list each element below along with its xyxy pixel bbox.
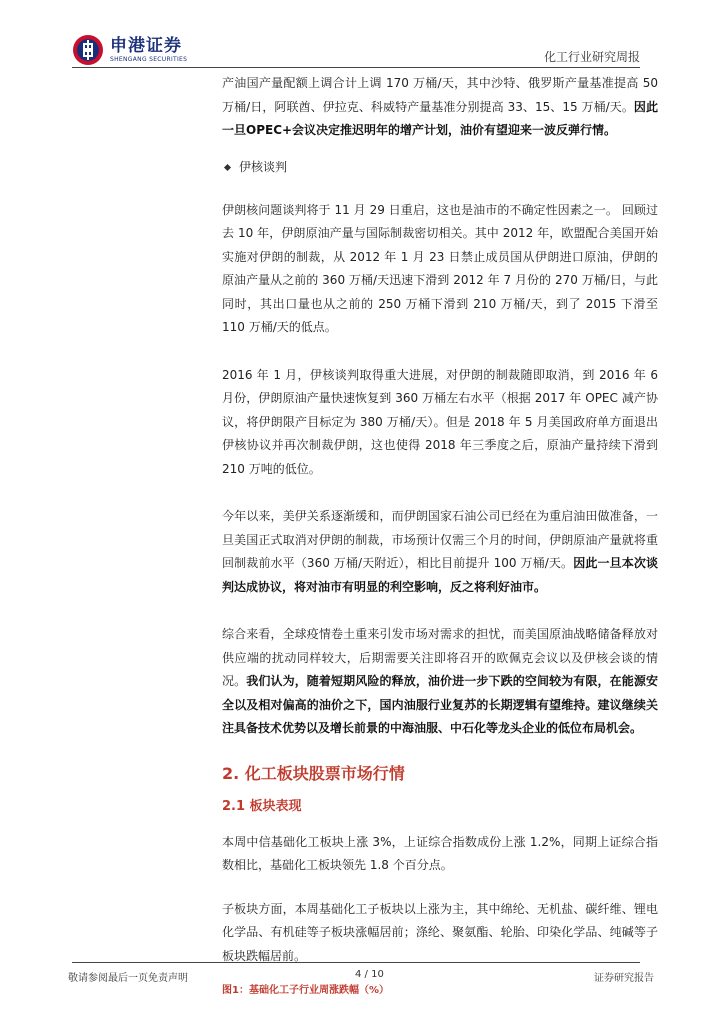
paragraph-opec-text: 产油国产量配额上调合计上调 170 万桶/天，其中沙特、俄罗斯产量基准提高 50 万桶/日，阿联酋、伊拉克、科威特产量基准分别提高 33、15、15 万桶/天。 bbox=[222, 76, 658, 114]
paragraph-sector-performance: 本周中信基础化工板块上涨 3%，上证综合指数成份上涨 1.2%，同期上证综合指数相比，基础化工板块领先 1.8 个百分点。 bbox=[222, 834, 658, 872]
logo-mark-icon bbox=[72, 34, 104, 66]
diamond-bullet-icon bbox=[224, 163, 231, 170]
logo-english-name: SHENGANG SECURITIES bbox=[110, 55, 188, 63]
paragraph-sub-sectors: 子板块方面，本周基础化工子板块以上涨为主，其中绵纶、无机盐、碳纤维、锂电化学品、有机硅等子板块涨幅居前；涤纶、聚氨酯、轮胎、印染化学品、纯碱等子板块跌幅居前。 bbox=[222, 901, 658, 963]
paragraph-opec-conclusion: 因此一旦OPEC+会议决定推迟明年的增产计划，油价有望迎来一波反弹行情。 bbox=[222, 99, 658, 137]
section-heading: 2. 化工板块股票市场行情 bbox=[222, 763, 405, 783]
paragraph-opec bbox=[222, 72, 658, 143]
page-number: 4 / 10 bbox=[355, 969, 384, 980]
paragraph-summary bbox=[222, 623, 658, 741]
figure-caption: 图1：基础化工子行业周涨跌幅（%） bbox=[222, 985, 389, 996]
bullet-label: 伊核谈判 bbox=[239, 159, 288, 174]
paragraph-iran-outlook-conclusion: 因此一旦本次谈判达成协议，将对油市有明显的利空影响，反之将利好油市。 bbox=[222, 556, 658, 594]
bullet-iran-talks bbox=[222, 156, 658, 179]
page-header bbox=[0, 0, 724, 80]
paragraph-iran-2016: 2016 年 1 月，伊核谈判取得重大进展，对伊朗的制裁随即取消，到 2016 年 6 月份，伊朗原油产量快速恢复到 360 万桶左右水平（根据 2017 年 OPEC 减产协议，将伊朗限产目标定为 380 万桶/天）。但是 2018 年 5 月美国政府单方面退出伊核协议并再次制裁伊朗，这也使得 2018 年三季度之后，原油产量持续下滑到 210 万吨的低位。 bbox=[222, 367, 658, 476]
paragraph-summary-text: 综合来看，全球疫情卷土重来引发市场对需求的担忧，而美国原油战略储备释放对供应端的扰动同样较大，后期需要关注即将召开的欧佩克会议以及伊核会谈的情况。 bbox=[222, 627, 658, 688]
paragraph-summary-conclusion: 我们认为，随着短期风险的释放，油价进一步下跌的空间较为有限，在能源安全以及相对偏高的油价之下，国内油服行业复苏的长期逻辑有望维持。建议继续关注具备技术优势以及增长前景的中海油服、中石化等龙头企业的低位布局机会。 bbox=[222, 674, 658, 735]
paragraph-iran-outlook-text: 今年以来，美伊关系逐渐缓和，而伊朗国家石油公司已经在为重启油田做准备，一旦美国正式取消对伊朗的制裁，市场预计仅需三个月的时间，伊朗原油产量就将重回制裁前水平（360 万桶/天附近），相比目前提升 100 万桶/天。 bbox=[222, 509, 658, 570]
company-logo bbox=[72, 34, 187, 66]
footer-divider bbox=[72, 962, 640, 963]
page-body bbox=[222, 72, 658, 1000]
footer-disclaimer: 敬请参阅最后一页免责声明 bbox=[68, 973, 188, 984]
paragraph-iran-outlook bbox=[222, 505, 658, 599]
report-type-label: 化工行业研究周报 bbox=[543, 50, 640, 64]
footer-report-label: 证券研究报告 bbox=[594, 973, 654, 984]
logo-chinese-name: 申港证券 bbox=[110, 35, 182, 56]
paragraph-iran-history: 伊朗核问题谈判将于 11 月 29 日重启，这也是油市的不确定性因素之一。 回顾过去 10 年，伊朗原油产量与国际制裁密切相关。其中 2012 年，欧盟配合美国开始实施对伊朗的制裁，从 2012 年 1 月 23 日禁止成员国从伊朗进口原油，伊朗的原油产量从之前的 360 万桶/天迅速下滑到 2012 年 7 月份的 270 万桶/日，与此同时，其出口量也从之前的 250 万桶下滑到 210 万桶/天，到了 2015 下滑至 110 万桶/天的低点。 bbox=[222, 202, 658, 334]
subsection-heading: 2.1 板块表现 bbox=[222, 798, 302, 814]
header-divider bbox=[72, 67, 640, 68]
